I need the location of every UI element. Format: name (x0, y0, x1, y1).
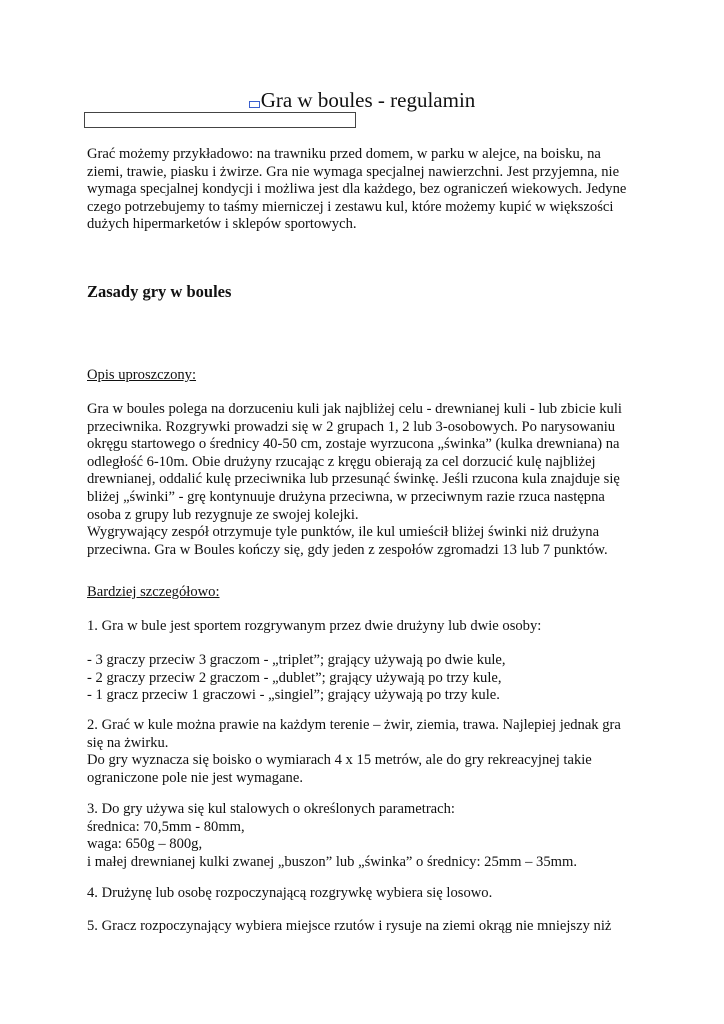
rule-1-list (87, 652, 647, 705)
simple-line: Gra w boules polega na dorzuceniu kuli jak najbliżej celu - drewnianej kuli - lub zbicie kuli (87, 401, 622, 417)
rule-2-line: się na żwirku. (87, 734, 169, 751)
simple-line: osoba z grupy lub rezygnuje ze swojej kolejki. (87, 506, 359, 523)
rule-4 (87, 885, 647, 903)
simple-heading-text: Opis uproszczony: (87, 367, 197, 383)
rule-1-item: - 1 gracz przeciw 1 graczowi - „singiel”; grający używają po trzy kule. (87, 687, 500, 704)
intro-line: wymaga specjalnej kondycji i możliwa jest dla każdego, bez ograniczeń wiekowych. Jedyne (87, 181, 627, 198)
section-heading: Zasady gry w boules (87, 282, 232, 301)
simple-line: Wygrywający zespół otrzymuje tyle punktów, ile kul umieścił bliżej świnki niż drużyna (87, 524, 600, 541)
simple-line: przeciwnika. Rozgrywki prowadzi się w 2 grupach 1, 2 lub 3-osobowych. Po narysowaniu (87, 418, 616, 435)
document-title-text: Gra w boules - regulamin (260, 88, 476, 112)
simple-line: przeciwna. Gra w Boules kończy się, gdy jeden z zespołów zgromadzi 13 lub 7 punktów. (87, 541, 608, 558)
rule-3 (87, 801, 647, 871)
simple-line: okręgu startowego o średnicy 40-50 cm, zostaje wyrzucona „świnka” (kulka drewniana) na (87, 436, 620, 453)
rule-2-line: 2. Grać w kule można prawie na każdym terenie – żwir, ziemia, trawa. Najlepiej jednak gra (87, 717, 621, 733)
rule-3-line: średnica: 70,5mm - 80mm, (87, 818, 245, 835)
rule-3-line: i małej drewnianej kulki zwanej „buszon” lub „świnka” o średnicy: 25mm – 35mm. (87, 853, 577, 870)
simple-heading (87, 367, 647, 385)
intro-line: czego potrzebujemy to taśmy mierniczej i zestawu kul, które możemy kupić w większości (87, 198, 614, 215)
title-frame-box (84, 112, 356, 128)
intro-line: Grać możemy przykładowo: na trawniku przed domem, w parku w alejce, na boisku, na (87, 146, 601, 162)
rule-2 (87, 717, 647, 787)
bookmark-anchor-icon (249, 101, 260, 108)
rule-4-text: 4. Drużynę lub osobę rozpoczynającą rozgrywkę wybiera się losowo. (87, 885, 493, 901)
rule-3-line: waga: 650g – 800g, (87, 836, 203, 853)
rule-1 (87, 618, 647, 636)
simple-paragraph (87, 401, 647, 559)
rule-1-text: 1. Gra w bule jest sportem rozgrywanym przez dwie drużyny lub dwie osoby: (87, 618, 542, 634)
detailed-heading (87, 584, 647, 602)
intro-paragraph (87, 146, 647, 234)
simple-line: odległość 6-10m. Obie drużyny rzucając z kręgu obierają za cel dorzucić kulę najbliżej (87, 453, 596, 470)
rule-5-text: 5. Gracz rozpoczynający wybiera miejsce rzutów i rysuje na ziemi okrąg nie mniejszy niż (87, 918, 612, 934)
detailed-heading-text: Bardziej szczegółowo: (87, 584, 220, 600)
simple-line: drewnianej, oddalić kulę przeciwnika lub przesunąć świnkę. Jeśli rzucona kula znajduje się (87, 471, 620, 488)
rule-1-item: - 2 graczy przeciw 2 graczom - „dublet”; grający używają po trzy kule, (87, 669, 502, 686)
rule-1-item: - 3 graczy przeciw 3 graczom - „triplet”; grający używają po dwie kule, (87, 652, 506, 668)
simple-line: bliżej „świnki” - grę kontynuuje drużyna przeciwna, w przeciwnym razie rzuca następna (87, 488, 605, 505)
document-title (0, 86, 724, 114)
rule-5 (87, 918, 647, 936)
intro-line: ziemi, trawie, piasku i żwirze. Gra nie wymaga specjalnej nawierzchni. Jest przyjemna, nie (87, 163, 620, 180)
intro-line: dużych hipermarketów i sklepów sportowych. (87, 216, 357, 233)
rule-2-line: ograniczone pole nie jest wymagane. (87, 769, 303, 786)
rule-2-line: Do gry wyznacza się boisko o wymiarach 4 x 15 metrów, ale do gry rekreacyjnej takie (87, 752, 592, 769)
rule-3-line: 3. Do gry używa się kul stalowych o określonych parametrach: (87, 801, 455, 817)
